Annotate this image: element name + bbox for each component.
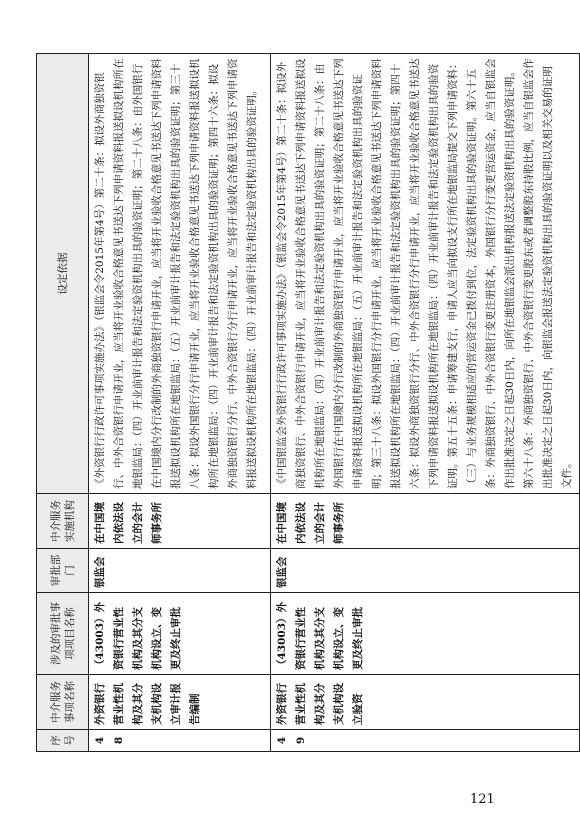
header-approval-item: 涉及的审批事项项目名称 [37,593,89,675]
approval-item-cell: （43003）外资银行营业性机构及其分支机构设立、变更及终止审批 [89,593,271,675]
page-number: 121 [470,792,495,807]
approval-dept-cell: 银监会 [271,549,580,593]
rotated-table-page [36,54,573,752]
agency-cell: 在中国境内依法设立的会计师事务所 [271,494,580,549]
row-number: 49 [271,730,580,752]
header-num: 序号 [37,730,89,752]
table-row [89,54,271,752]
approval-dept-cell: 银监会 [89,549,271,593]
header-agency: 中介服务实施机构 [37,494,89,549]
header-basis: 设定依据 [37,54,89,494]
regulation-table [36,53,580,752]
table-header-row [37,54,89,752]
approval-item-cell: （43003）外资银行营业性机构及其分支机构设立、变更及终止审批 [271,593,580,675]
header-approval-dept: 审批部门 [37,549,89,593]
table-row [271,54,580,752]
agency-cell: 在中国境内依法设立的会计师事务所 [89,494,271,549]
service-name-cell: 外资银行营业性机构及其分支机构设立验资 [271,675,580,730]
basis-cell: 《中国银监会外资银行行政许可事项实施办法》（银监会令2015年第4号）第二十条：拟设外商独资银行、中外合资银行申请开业，应当将开业验收合格意见书送达下列申请资料报送拟设机构所在地银监局：（四）开业前审计报告和法定验资机构出具的验资证明；第二十八条：由外国银行在中国境内分行改制的外商独资银行申请开业，应当将开业验收合格意见书送达下列申请资料报送拟设机构所在地银监局：（五）开业前审计报告和法定验资机构出具的验资证明；第三十八条：拟设外国银行分行申请开业，应当将开业验收合格意见书送达下列申请资料报送拟设机构所在地银监局：（四）开业前审计报告和法定验资机构出具的验资证明；第四十六条：拟设外商独资银行分行、中外合资银行分行申请开业，应当将开业验收合格意见书送达下列申请资料报送拟设机构所在地银监局：（四）开业前审计报告和法定验资机构出具的验资证明。第五十五条：申请筹建支行，申请人应当向拟设支行所在地银监局提交下列申请资料：（三）与业务规模相适应的营运资金已拨付到位，法定验资机构出具的验资证明。第六十五条：外商独资银行、中外合资银行变更注册资本，外国银行分行变更营运资金，应当自银监会作出批准决定之日起30日内，向所在地银监会派出机构报送法定验资机构出具的验资证明。第六十八条：外商独资银行、中外合资银行变更股东或者调整股东持股比例，应当自银监会作出批准决定之日起30日内，向银监会报送法定验资机构出具的验资证明以及相关交易的证明文件。 [271,54,580,494]
row-number: 48 [89,730,271,752]
header-service-name: 中介服务事项名称 [37,675,89,730]
service-name-cell: 外资银行营业性机构及其分支机构设立审计报告编制 [89,675,271,730]
basis-cell: 《外资银行行政许可事项实施办法》（银监会令2015年第4号）第二十条：拟设外商独资银行、中外合资银行申请开业，应当将开业验收合格意见书送达下列申请资料报送拟设机构所在地银监局：（四）开业前审计报告和法定验资机构出具的验资证明；第二十八条：由外国银行在中国境内分行改制的外商独资银行申请开业，应当将开业验收合格意见书送达下列申请资料报送拟设机构所在地银监局：（五）开业前审计报告和法定验资机构出具的验资证明；第三十八条：拟设外国银行分行申请开业，应当将开业验收合格意见书送达下列申请资料报送拟设机构所在地银监局：（四）开业前审计报告和法定验资机构出具的验资证明；第四十六条：拟设外商独资银行分行、中外合资银行分行申请开业，应当将开业验收合格意见书送达下列申请资料报送拟设机构所在地银监局：（四）开业前审计报告和法定验资机构出具的验资证明。 [89,54,271,494]
